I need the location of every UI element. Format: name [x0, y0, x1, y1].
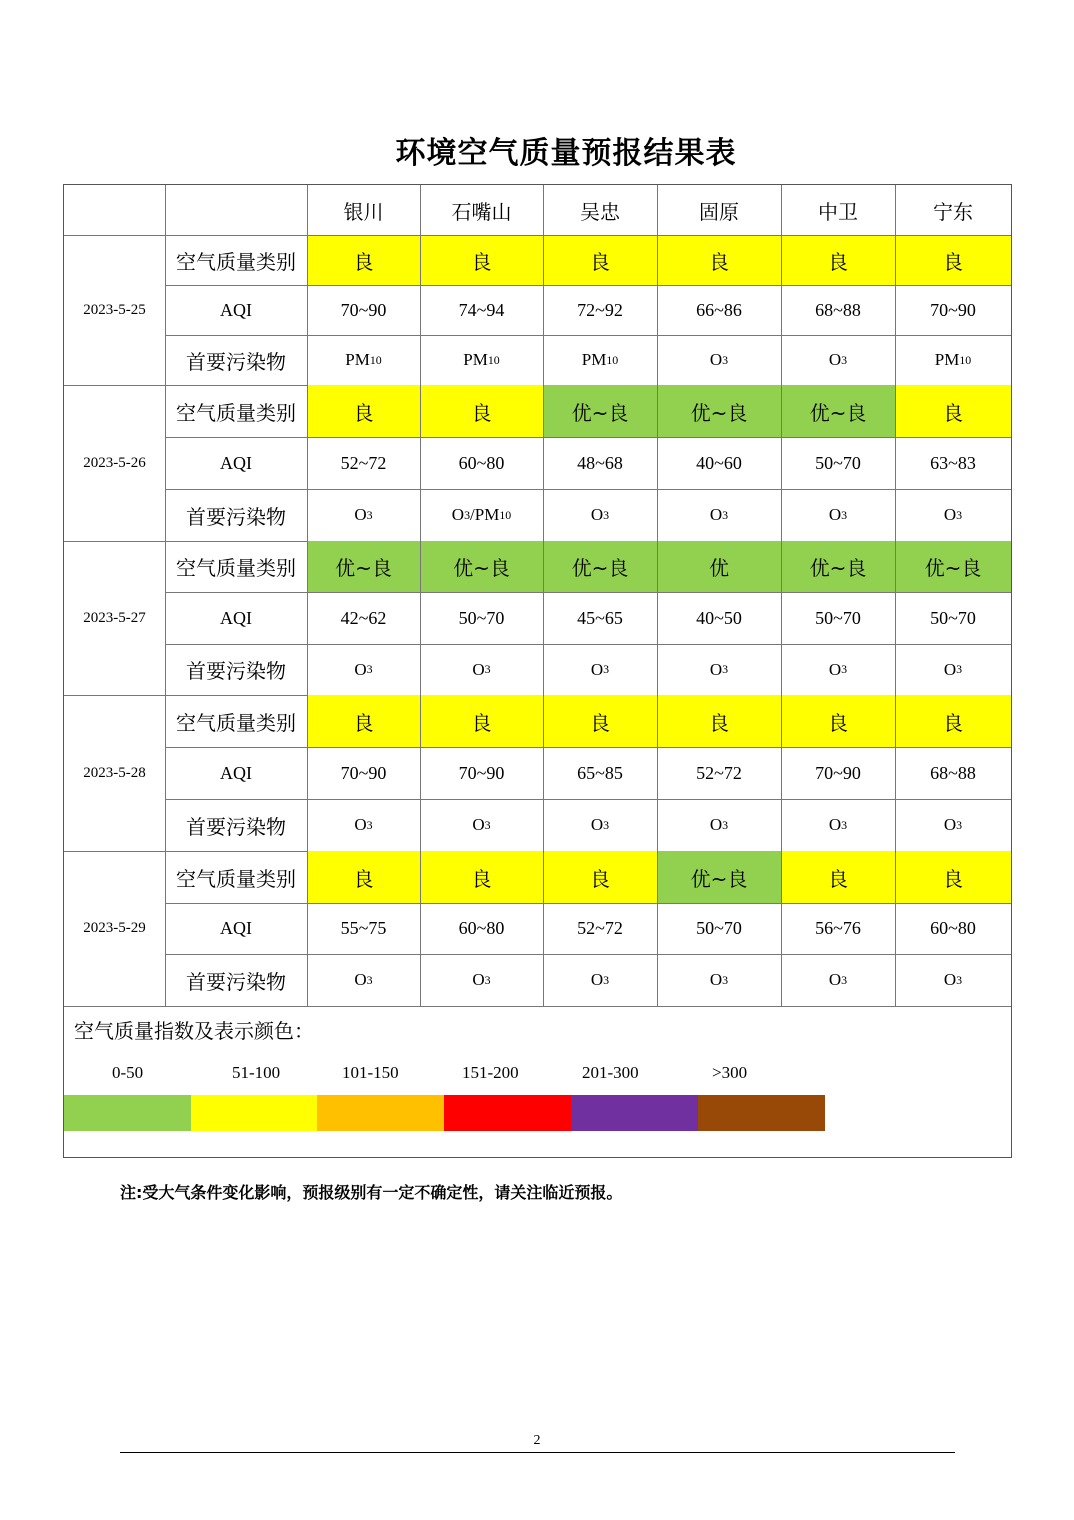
- aqi-cell: 60~80: [458, 918, 505, 938]
- aqi-cell: 52~72: [340, 452, 387, 473]
- aqi-cell: 74~94: [458, 299, 505, 320]
- legend-title: 空气质量指数及表示颜色：: [74, 1019, 314, 1043]
- row-label-pollutant: 首要污染物: [186, 504, 286, 529]
- date-cell: 2023-5-27: [83, 609, 146, 626]
- legend-range-label: 151-200: [462, 1063, 519, 1082]
- date-cell: 2023-5-25: [83, 301, 146, 318]
- city-header: 石嘴山: [451, 199, 512, 224]
- category-cell: 良: [895, 385, 1011, 437]
- aqi-cell: 68~88: [815, 299, 861, 320]
- aqi-cell: 48~68: [577, 452, 623, 473]
- category-cell: 良: [781, 695, 895, 747]
- category-cell: 优~良: [543, 541, 657, 592]
- row-label-category: 空气质量类别: [176, 866, 296, 891]
- row-label-aqi: AQI: [220, 299, 252, 320]
- pollutant-cell: O 3: [590, 659, 610, 679]
- pollutant-cell: O 3: [828, 350, 848, 369]
- aqi-cell: 70~90: [815, 762, 861, 783]
- aqi-cell: 42~62: [340, 607, 387, 628]
- aqi-cell: 40~50: [696, 607, 742, 628]
- forecast-table: [63, 184, 1012, 1158]
- row-label-category: 空气质量类别: [176, 400, 296, 425]
- pollutant-cell: PM 10: [934, 350, 972, 369]
- legend-color-swatch: [64, 1095, 191, 1131]
- city-header: 银川: [343, 199, 384, 224]
- legend-range-label: 51-100: [232, 1063, 281, 1082]
- legend-range-label: 101-150: [342, 1063, 399, 1082]
- category-cell: 优: [657, 541, 781, 592]
- col-divider: [420, 185, 421, 1006]
- pollutant-cell: O 3: [943, 505, 963, 524]
- aqi-cell: 70~90: [340, 299, 387, 320]
- aqi-cell: 65~85: [577, 762, 623, 783]
- aqi-cell: 63~83: [930, 452, 976, 473]
- footer-divider: [120, 1452, 955, 1453]
- legend-color-swatch: [698, 1095, 825, 1131]
- pollutant-cell: O 3: [354, 970, 373, 989]
- pollutant-cell: O 3: [590, 815, 610, 834]
- col-divider: [307, 185, 308, 1006]
- legend-range-label: >300: [712, 1063, 748, 1082]
- col-divider: [657, 185, 658, 1006]
- legend-range-label: 0-50: [112, 1063, 144, 1082]
- category-cell: 良: [657, 695, 781, 747]
- category-cell: 优~良: [657, 851, 781, 903]
- aqi-cell: 68~88: [930, 762, 976, 783]
- page-number: 2: [533, 1433, 541, 1448]
- row-label-pollutant: 首要污染物: [186, 659, 286, 683]
- block-divider: [64, 1006, 1011, 1007]
- row-label-aqi: AQI: [220, 452, 252, 473]
- pollutant-cell: O 3: [472, 970, 491, 989]
- pollutant-cell: O 3: [709, 659, 729, 679]
- category-cell: 良: [895, 851, 1011, 903]
- pollutant-cell: O 3: [709, 505, 729, 524]
- category-cell: 良: [543, 851, 657, 903]
- aqi-cell: 40~60: [696, 452, 742, 473]
- pollutant-cell: PM 10: [463, 350, 500, 369]
- pollutant-cell: O 3: [828, 970, 848, 989]
- category-cell: 优~良: [543, 385, 657, 437]
- pollutant-cell: O 3 /PM 10: [451, 505, 512, 524]
- aqi-cell: 66~86: [696, 299, 742, 320]
- col-divider: [543, 185, 544, 1006]
- city-header: 宁东: [933, 199, 973, 224]
- pollutant-cell: O 3: [354, 505, 373, 524]
- date-cell: 2023-5-29: [83, 920, 146, 936]
- aqi-cell: 70~90: [458, 762, 505, 783]
- pollutant-cell: O 3: [354, 659, 373, 679]
- aqi-cell: 70~90: [340, 762, 387, 783]
- category-cell: 良: [895, 695, 1011, 747]
- page-title: 环境空气质量预报结果表: [395, 136, 737, 171]
- col-divider: [165, 185, 166, 1006]
- pollutant-cell: O 3: [709, 350, 729, 369]
- aqi-cell: 52~72: [696, 762, 742, 783]
- date-cell: 2023-5-28: [83, 764, 146, 781]
- date-cell: 2023-5-26: [83, 454, 146, 471]
- row-label-aqi: AQI: [220, 762, 252, 783]
- row-label-pollutant: 首要污染物: [186, 349, 286, 374]
- aqi-cell: 50~70: [696, 918, 742, 938]
- header-divider: [64, 235, 1011, 236]
- category-cell: 良: [307, 235, 420, 285]
- category-cell: 良: [657, 235, 781, 285]
- aqi-cell: 52~72: [577, 918, 623, 938]
- aqi-cell: 50~70: [458, 607, 505, 628]
- category-cell: 优~良: [895, 541, 1011, 592]
- category-cell: 良: [781, 235, 895, 285]
- category-cell: 良: [420, 385, 543, 437]
- pollutant-cell: O 3: [943, 659, 963, 679]
- aqi-cell: 45~65: [577, 607, 623, 628]
- category-cell: 良: [543, 695, 657, 747]
- category-cell: 良: [307, 851, 420, 903]
- pollutant-cell: O 3: [828, 659, 848, 679]
- pollutant-cell: O 3: [709, 970, 729, 989]
- col-divider: [895, 185, 896, 1006]
- category-cell: 良: [307, 385, 420, 437]
- pollutant-cell: O 3: [828, 505, 848, 524]
- row-label-category: 空气质量类别: [176, 710, 296, 735]
- legend-range-label: 201-300: [582, 1063, 639, 1082]
- category-cell: 良: [420, 851, 543, 903]
- aqi-cell: 50~70: [815, 607, 861, 628]
- category-cell: 优~良: [307, 541, 420, 592]
- row-label-aqi: AQI: [220, 918, 252, 938]
- category-cell: 优~良: [420, 541, 543, 592]
- legend-color-swatch: [191, 1095, 318, 1131]
- aqi-cell: 60~80: [458, 452, 505, 473]
- legend-color-swatch: [317, 1095, 444, 1131]
- category-cell: 优~良: [657, 385, 781, 437]
- row-label-pollutant: 首要污染物: [186, 969, 286, 994]
- category-cell: 良: [895, 235, 1011, 285]
- row-label-aqi: AQI: [220, 607, 252, 628]
- city-header: 固原: [699, 199, 739, 224]
- city-header: 吴忠: [580, 199, 620, 224]
- aqi-cell: 72~92: [577, 299, 623, 320]
- category-cell: 优~良: [781, 541, 895, 592]
- row-label-pollutant: 首要污染物: [186, 814, 286, 839]
- pollutant-cell: O 3: [828, 815, 848, 834]
- pollutant-cell: O 3: [943, 815, 963, 834]
- col-divider: [781, 185, 782, 1006]
- legend-color-swatch: [444, 1095, 571, 1131]
- category-cell: 良: [420, 695, 543, 747]
- category-cell: 良: [420, 235, 543, 285]
- pollutant-cell: O 3: [590, 970, 610, 989]
- row-label-category: 空气质量类别: [176, 556, 296, 580]
- pollutant-cell: O 3: [590, 505, 610, 524]
- aqi-cell: 56~76: [815, 918, 861, 938]
- aqi-cell: 55~75: [340, 918, 387, 938]
- aqi-cell: 50~70: [930, 607, 976, 628]
- pollutant-cell: PM 10: [581, 350, 619, 369]
- row-label-category: 空气质量类别: [176, 249, 296, 274]
- category-cell: 良: [307, 695, 420, 747]
- category-cell: 良: [543, 235, 657, 285]
- category-cell: 良: [781, 851, 895, 903]
- category-cell: 优~良: [781, 385, 895, 437]
- pollutant-cell: O 3: [354, 815, 373, 834]
- pollutant-cell: O 3: [709, 815, 729, 834]
- legend-color-swatch: [571, 1095, 698, 1131]
- aqi-cell: 60~80: [930, 918, 976, 938]
- city-header: 中卫: [818, 199, 858, 224]
- pollutant-cell: O 3: [472, 659, 491, 679]
- pollutant-cell: O 3: [472, 815, 491, 834]
- pollutant-cell: O 3: [943, 970, 963, 989]
- aqi-cell: 50~70: [815, 452, 861, 473]
- aqi-cell: 70~90: [930, 299, 976, 320]
- pollutant-cell: PM 10: [345, 350, 382, 369]
- note-text: 注:受大气条件变化影响，预报级别有一定不确定性，请关注临近预报。: [120, 1183, 623, 1202]
